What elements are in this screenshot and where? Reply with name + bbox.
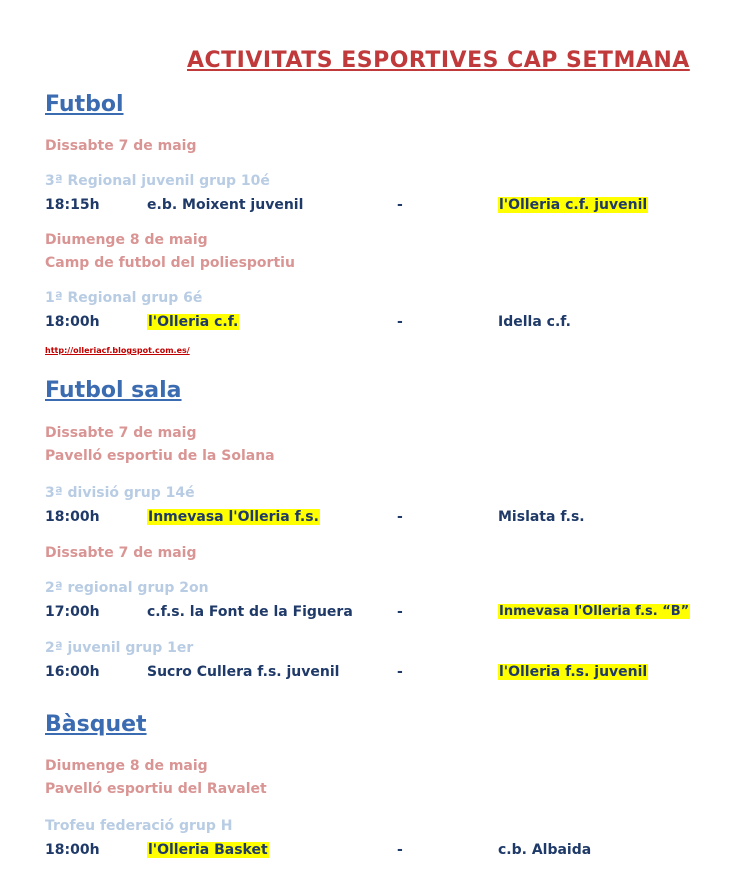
match-away-team: c.b. Albaida — [498, 842, 592, 858]
match-separator: - — [397, 197, 403, 213]
match-separator: - — [397, 604, 403, 620]
match-time: 16:00h — [45, 664, 100, 680]
club-blog-link[interactable]: http://olleriacf.blogspot.com.es/ — [45, 346, 190, 355]
match-separator: - — [397, 664, 403, 680]
match-home-team: l'Olleria Basket — [148, 842, 268, 858]
match-home-team: Inmevasa l'Olleria f.s. — [148, 509, 319, 525]
match-time: 18:00h — [45, 509, 100, 525]
date-line: Dissabte 7 de maig — [45, 138, 197, 154]
match-home-team: l'Olleria c.f. — [148, 314, 239, 330]
competition-line: 2ª juvenil grup 1er — [45, 640, 194, 656]
match-home-team: c.f.s. la Font de la Figuera — [147, 604, 353, 620]
venue-line: Pavelló esportiu del Ravalet — [45, 781, 267, 797]
match-time: 18:15h — [45, 197, 100, 213]
match-away-team: l'Olleria f.s. juvenil — [499, 664, 648, 680]
match-away-team: Inmevasa l'Olleria f.s. “B” — [499, 604, 690, 619]
date-line: Diumenge 8 de maig — [45, 232, 208, 248]
match-home-team: e.b. Moixent juvenil — [147, 197, 304, 213]
date-line: Diumenge 8 de maig — [45, 758, 208, 774]
section-heading-futbol-sala: Futbol sala — [45, 378, 182, 403]
match-time: 18:00h — [45, 314, 100, 330]
date-line: Dissabte 7 de maig — [45, 545, 197, 561]
match-separator: - — [397, 509, 403, 525]
match-away-team: Mislata f.s. — [498, 509, 585, 525]
match-time: 17:00h — [45, 604, 100, 620]
venue-line: Pavelló esportiu de la Solana — [45, 448, 275, 464]
competition-line: 3ª Regional juvenil grup 10é — [45, 173, 270, 189]
competition-line: 1ª Regional grup 6é — [45, 290, 203, 306]
page-title: ACTIVITATS ESPORTIVES CAP SETMANA — [187, 48, 690, 73]
match-separator: - — [397, 842, 403, 858]
match-home-team: Sucro Cullera f.s. juvenil — [147, 664, 340, 680]
section-heading-futbol: Futbol — [45, 92, 124, 117]
venue-line: Camp de futbol del poliesportiu — [45, 255, 295, 271]
section-heading-basquet: Bàsquet — [45, 712, 147, 737]
match-separator: - — [397, 314, 403, 330]
match-time: 18:00h — [45, 842, 100, 858]
date-line: Dissabte 7 de maig — [45, 425, 197, 441]
match-away-team: l'Olleria c.f. juvenil — [499, 197, 648, 213]
competition-line: 2ª regional grup 2on — [45, 580, 209, 596]
competition-line: Trofeu federació grup H — [45, 818, 233, 834]
competition-line: 3ª divisió grup 14é — [45, 485, 195, 501]
match-away-team: Idella c.f. — [498, 314, 571, 330]
